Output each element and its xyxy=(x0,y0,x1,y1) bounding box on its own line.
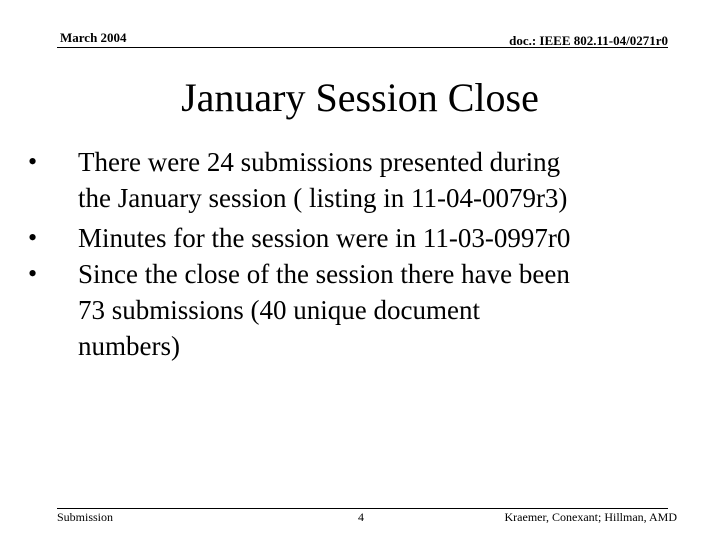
footer-divider xyxy=(57,508,668,509)
bullet-line: the January session ( listing in 11-04-0079r3) xyxy=(78,183,568,213)
header-date: March 2004 xyxy=(60,30,127,45)
header-doc-id: doc.: IEEE 802.11-04/0271r0 xyxy=(509,33,668,48)
bullet-icon: • xyxy=(28,223,38,252)
footer-authors: Kraemer, Conexant; Hillman, AMD xyxy=(504,510,677,524)
bullet-text xyxy=(78,144,698,216)
bullet-line: Since the close of the session there have been xyxy=(78,259,570,289)
bullet-text xyxy=(78,220,698,256)
bullet-line: There were 24 submissions presented during xyxy=(78,147,561,177)
slide-title: January Session Close xyxy=(181,75,539,120)
footer-submission: Submission xyxy=(57,510,114,524)
bullet-line: 73 submissions (40 unique document xyxy=(78,295,480,325)
bullet-icon: • xyxy=(28,147,38,176)
bullet-line: Minutes for the session were in 11-03-0997r0 xyxy=(78,223,571,253)
bullet-text xyxy=(78,256,698,364)
page-number: 4 xyxy=(358,510,364,524)
bullet-line: numbers) xyxy=(78,331,180,361)
bullet-icon: • xyxy=(28,259,38,288)
header-divider xyxy=(57,47,668,48)
